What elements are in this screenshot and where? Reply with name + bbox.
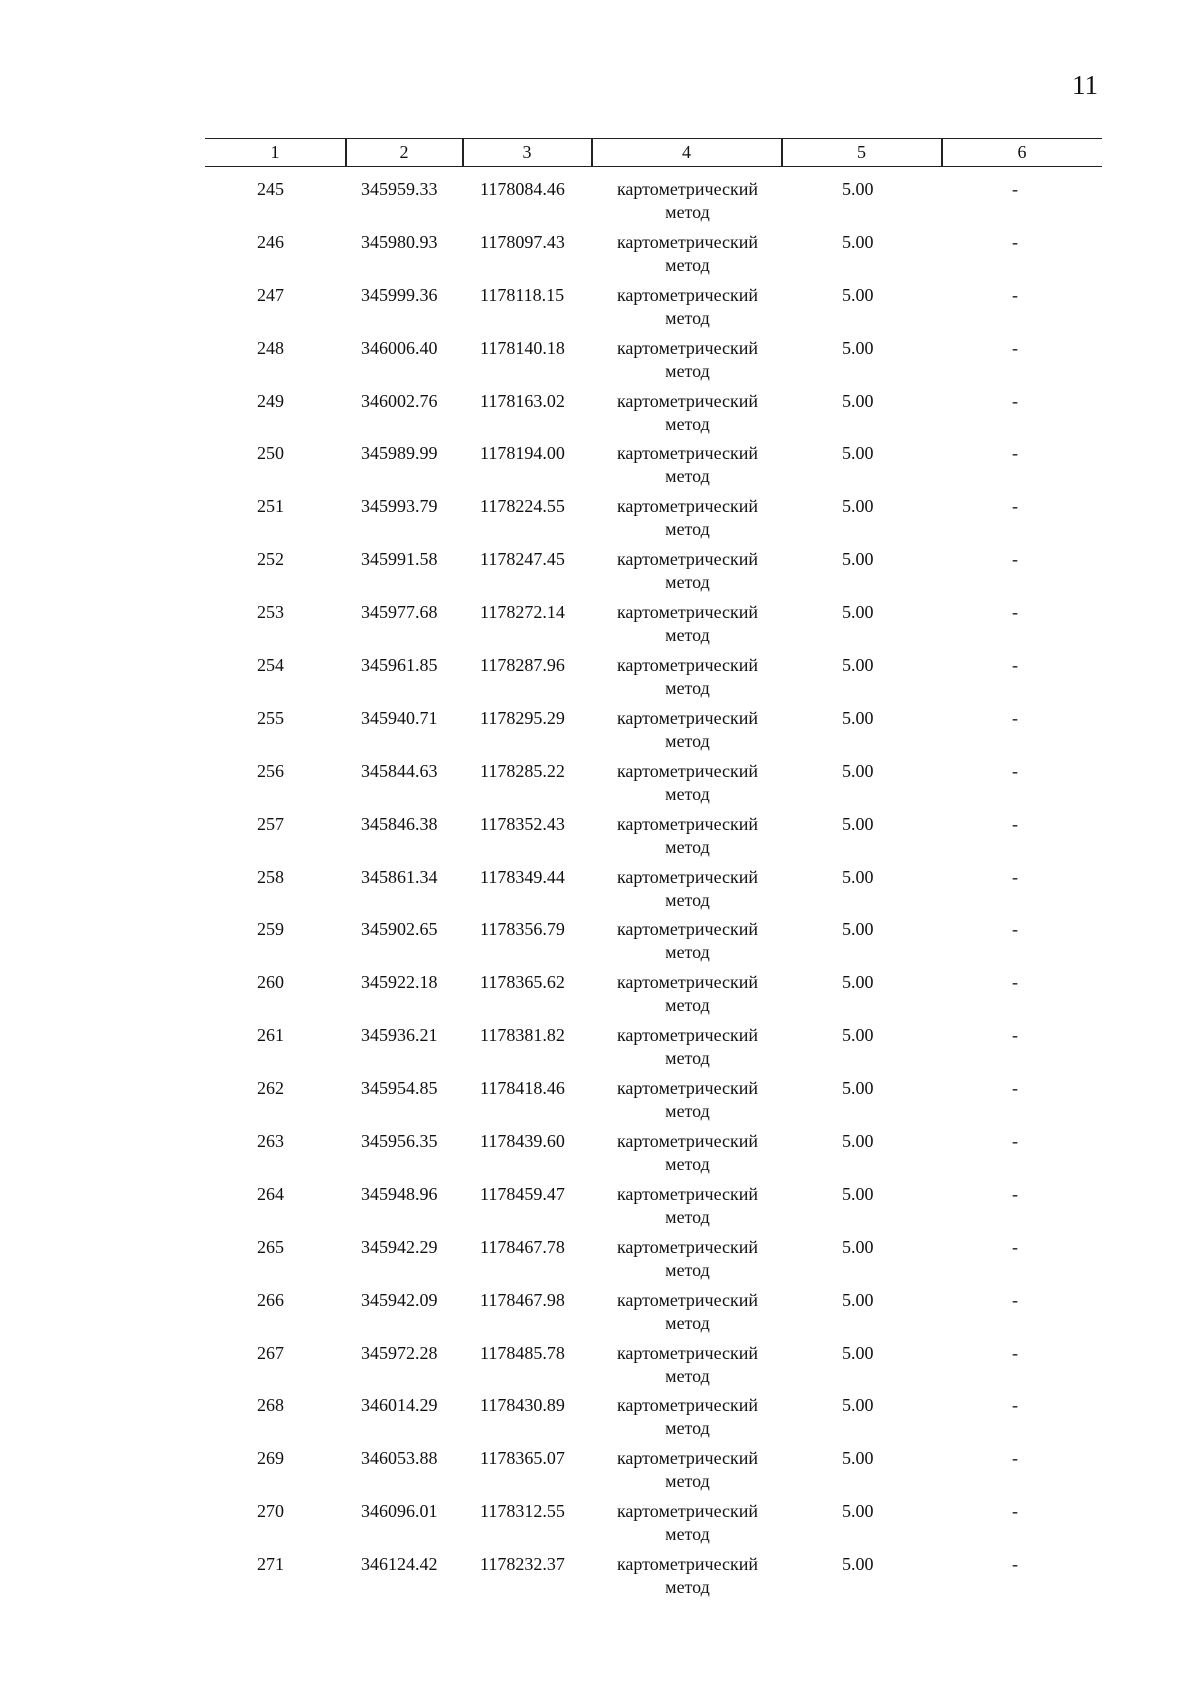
method-line-2: метод xyxy=(665,1048,710,1069)
table-row xyxy=(0,1338,1200,1391)
method-cell xyxy=(600,337,775,383)
method-cell xyxy=(600,1394,775,1440)
table-row xyxy=(0,1179,1200,1232)
method-cell xyxy=(600,178,775,224)
table-row xyxy=(0,650,1200,703)
note-value: - xyxy=(1012,760,1018,781)
table-row xyxy=(0,491,1200,544)
table-row xyxy=(0,1496,1200,1549)
point-number: 267 xyxy=(257,1342,284,1363)
header-col-1: 1 xyxy=(270,142,280,162)
table-row xyxy=(0,1443,1200,1496)
coordinate-y: 1178295.29 xyxy=(480,707,565,728)
note-value: - xyxy=(1012,549,1018,570)
coordinate-y: 1178232.37 xyxy=(480,1554,565,1575)
method-cell xyxy=(600,1289,775,1335)
method-line-2: метод xyxy=(665,519,710,540)
coordinate-y: 1178349.44 xyxy=(480,866,565,887)
method-cell xyxy=(600,813,775,859)
table-row xyxy=(0,1020,1200,1073)
method-line-1: картометрический xyxy=(616,390,759,411)
accuracy-value: 5.00 xyxy=(842,284,874,305)
method-line-1: картометрический xyxy=(616,337,759,358)
method-cell xyxy=(600,390,775,436)
header-col-4: 4 xyxy=(682,142,691,162)
note-value: - xyxy=(1012,813,1018,834)
note-value: - xyxy=(1012,919,1018,940)
coordinate-x: 345954.85 xyxy=(361,1078,438,1099)
coordinate-y: 1178381.82 xyxy=(480,1025,565,1046)
accuracy-value: 5.00 xyxy=(842,496,874,517)
method-cell xyxy=(600,1236,775,1282)
note-value: - xyxy=(1012,1289,1018,1310)
coordinate-y: 1178084.46 xyxy=(480,179,565,199)
accuracy-value: 5.00 xyxy=(842,1078,874,1099)
method-line-1: картометрический xyxy=(616,919,759,940)
coordinate-x: 345846.38 xyxy=(361,813,438,834)
note-value: - xyxy=(1012,337,1018,358)
method-cell xyxy=(600,1342,775,1388)
point-number: 248 xyxy=(257,337,284,358)
method-line-2: метод xyxy=(665,889,710,910)
note-value: - xyxy=(1012,1183,1018,1204)
coordinate-x: 345972.28 xyxy=(361,1342,438,1363)
table-row xyxy=(0,1126,1200,1179)
coordinate-y: 1178418.46 xyxy=(480,1078,565,1099)
accuracy-value: 5.00 xyxy=(842,655,874,676)
accuracy-value: 5.00 xyxy=(842,1289,874,1310)
header-col-2: 2 xyxy=(399,142,409,162)
point-number: 269 xyxy=(257,1448,284,1469)
method-line-1: картометрический xyxy=(616,1236,759,1257)
method-line-2: метод xyxy=(665,1471,710,1492)
coordinate-x: 345844.63 xyxy=(361,760,438,781)
method-line-1: картометрический xyxy=(616,284,759,305)
method-line-2: метод xyxy=(665,730,710,751)
accuracy-value: 5.00 xyxy=(842,1342,874,1363)
coordinate-x: 345948.96 xyxy=(361,1183,438,1204)
accuracy-value: 5.00 xyxy=(842,1554,874,1575)
point-number: 265 xyxy=(257,1236,284,1257)
point-number: 253 xyxy=(257,602,284,623)
method-line-2: метод xyxy=(665,1524,710,1545)
coordinate-x: 345993.79 xyxy=(361,496,438,517)
method-line-2: метод xyxy=(665,202,710,222)
method-cell xyxy=(600,231,775,277)
table-row xyxy=(0,438,1200,491)
method-line-2: метод xyxy=(665,572,710,593)
coordinate-y: 1178467.98 xyxy=(480,1289,565,1310)
coordinate-y: 1178247.45 xyxy=(480,549,565,570)
accuracy-value: 5.00 xyxy=(842,866,874,887)
accuracy-value: 5.00 xyxy=(842,813,874,834)
point-number: 252 xyxy=(257,549,284,570)
table-row xyxy=(0,967,1200,1020)
table-row xyxy=(0,1232,1200,1285)
note-value: - xyxy=(1012,1395,1018,1416)
coordinate-y: 1178118.15 xyxy=(480,284,565,305)
coordinate-x: 346014.29 xyxy=(361,1395,438,1416)
coordinate-y: 1178467.78 xyxy=(480,1236,565,1257)
note-value: - xyxy=(1012,1448,1018,1469)
method-line-1: картометрический xyxy=(616,1448,759,1469)
header-col-3: 3 xyxy=(522,142,532,162)
method-line-2: метод xyxy=(665,783,710,804)
method-line-2: метод xyxy=(665,1259,710,1280)
method-cell xyxy=(600,707,775,753)
accuracy-value: 5.00 xyxy=(842,1501,874,1522)
method-line-1: картометрический xyxy=(616,1289,759,1310)
point-number: 254 xyxy=(257,655,284,676)
point-number: 271 xyxy=(257,1554,284,1575)
note-value: - xyxy=(1012,707,1018,728)
coordinate-x: 345977.68 xyxy=(361,602,438,623)
note-value: - xyxy=(1012,1236,1018,1257)
method-line-2: метод xyxy=(665,307,710,328)
method-cell xyxy=(600,1077,775,1123)
point-number: 257 xyxy=(257,813,284,834)
method-line-1: картометрический xyxy=(616,972,759,993)
accuracy-value: 5.00 xyxy=(842,760,874,781)
coordinate-x: 345922.18 xyxy=(361,972,438,993)
note-value: - xyxy=(1012,179,1018,199)
point-number: 260 xyxy=(257,972,284,993)
note-value: - xyxy=(1012,1554,1018,1575)
accuracy-value: 5.00 xyxy=(842,390,874,411)
method-line-1: картометрический xyxy=(616,1501,759,1522)
method-line-2: метод xyxy=(665,678,710,699)
coordinate-y: 1178224.55 xyxy=(480,496,565,517)
table-header xyxy=(205,138,1102,167)
coordinate-y: 1178140.18 xyxy=(480,337,565,358)
point-number: 251 xyxy=(257,496,284,517)
method-line-2: метод xyxy=(665,1577,710,1598)
method-line-2: метод xyxy=(665,1206,710,1227)
note-value: - xyxy=(1012,443,1018,464)
method-line-2: метод xyxy=(665,1418,710,1439)
method-cell xyxy=(600,1130,775,1176)
method-line-2: метод xyxy=(665,360,710,381)
method-line-1: картометрический xyxy=(616,1342,759,1363)
method-cell xyxy=(600,654,775,700)
method-line-1: картометрический xyxy=(616,1554,759,1575)
method-cell xyxy=(600,284,775,330)
method-line-1: картометрический xyxy=(616,549,759,570)
note-value: - xyxy=(1012,655,1018,676)
coordinate-y: 1178430.89 xyxy=(480,1395,565,1416)
method-line-1: картометрический xyxy=(616,760,759,781)
table-row xyxy=(0,1073,1200,1126)
method-cell xyxy=(600,601,775,647)
note-value: - xyxy=(1012,390,1018,411)
accuracy-value: 5.00 xyxy=(842,707,874,728)
note-value: - xyxy=(1012,602,1018,623)
method-cell xyxy=(600,442,775,488)
accuracy-value: 5.00 xyxy=(842,602,874,623)
method-line-1: картометрический xyxy=(616,443,759,464)
method-line-2: метод xyxy=(665,254,710,275)
coordinate-x: 346006.40 xyxy=(361,337,438,358)
point-number: 266 xyxy=(257,1289,284,1310)
method-line-1: картометрический xyxy=(616,496,759,517)
method-line-1: картометрический xyxy=(616,655,759,676)
table-row xyxy=(0,174,1200,227)
table-row xyxy=(0,1285,1200,1338)
method-line-2: метод xyxy=(665,466,710,487)
method-cell xyxy=(600,1447,775,1493)
method-line-1: картометрический xyxy=(616,813,759,834)
point-number: 263 xyxy=(257,1131,284,1152)
coordinate-x: 345989.99 xyxy=(361,443,438,464)
coordinate-x: 345999.36 xyxy=(361,284,438,305)
method-line-2: метод xyxy=(665,942,710,963)
accuracy-value: 5.00 xyxy=(842,972,874,993)
method-cell xyxy=(600,760,775,806)
note-value: - xyxy=(1012,972,1018,993)
coordinate-y: 1178365.62 xyxy=(480,972,565,993)
point-number: 245 xyxy=(257,179,284,199)
coordinate-y: 1178365.07 xyxy=(480,1448,565,1469)
method-line-2: метод xyxy=(665,995,710,1016)
accuracy-value: 5.00 xyxy=(842,1025,874,1046)
method-line-1: картометрический xyxy=(616,179,759,199)
accuracy-value: 5.00 xyxy=(842,231,874,252)
table-row xyxy=(0,756,1200,809)
coordinate-x: 345940.71 xyxy=(361,707,438,728)
table-row xyxy=(0,333,1200,386)
method-line-1: картометрический xyxy=(616,1131,759,1152)
coordinate-y: 1178285.22 xyxy=(480,760,565,781)
point-number: 261 xyxy=(257,1025,284,1046)
point-number: 256 xyxy=(257,760,284,781)
table-row xyxy=(0,227,1200,280)
method-cell xyxy=(600,1500,775,1546)
table-row xyxy=(0,386,1200,439)
accuracy-value: 5.00 xyxy=(842,1131,874,1152)
coordinate-y: 1178485.78 xyxy=(480,1342,565,1363)
method-cell xyxy=(600,495,775,541)
method-line-1: картометрический xyxy=(616,1078,759,1099)
note-value: - xyxy=(1012,1078,1018,1099)
method-cell xyxy=(600,1553,775,1599)
coordinate-y: 1178287.96 xyxy=(480,655,565,676)
method-cell xyxy=(600,971,775,1017)
page-number: 11 xyxy=(1072,70,1098,100)
table-row xyxy=(0,809,1200,862)
method-cell xyxy=(600,1024,775,1070)
accuracy-value: 5.00 xyxy=(842,1448,874,1469)
point-number: 249 xyxy=(257,390,284,411)
point-number: 264 xyxy=(257,1183,284,1204)
coordinate-x: 346053.88 xyxy=(361,1448,438,1469)
method-cell xyxy=(600,866,775,912)
table-row xyxy=(0,703,1200,756)
accuracy-value: 5.00 xyxy=(842,1395,874,1416)
table-row xyxy=(0,862,1200,915)
point-number: 246 xyxy=(257,231,284,252)
method-line-1: картометрический xyxy=(616,602,759,623)
method-line-2: метод xyxy=(665,1312,710,1333)
accuracy-value: 5.00 xyxy=(842,179,874,199)
header-col-6: 6 xyxy=(1017,142,1027,162)
point-number: 255 xyxy=(257,707,284,728)
table-row xyxy=(0,1549,1200,1602)
point-number: 270 xyxy=(257,1501,284,1522)
method-line-2: метод xyxy=(665,1154,710,1175)
accuracy-value: 5.00 xyxy=(842,919,874,940)
table-body xyxy=(0,174,1200,1602)
coordinate-x: 345980.93 xyxy=(361,231,438,252)
coordinate-x: 345956.35 xyxy=(361,1131,438,1152)
method-cell xyxy=(600,1183,775,1229)
note-value: - xyxy=(1012,1025,1018,1046)
point-number: 250 xyxy=(257,443,284,464)
table-row xyxy=(0,597,1200,650)
coordinate-x: 345936.21 xyxy=(361,1025,438,1046)
method-line-1: картометрический xyxy=(616,1183,759,1204)
point-number: 247 xyxy=(257,284,284,305)
method-line-1: картометрический xyxy=(616,231,759,252)
coordinate-x: 345961.85 xyxy=(361,655,438,676)
point-number: 259 xyxy=(257,919,284,940)
coordinate-x: 346002.76 xyxy=(361,390,438,411)
table-row xyxy=(0,1390,1200,1443)
coordinate-y: 1178097.43 xyxy=(480,231,565,252)
note-value: - xyxy=(1012,231,1018,252)
coordinate-y: 1178312.55 xyxy=(480,1501,565,1522)
method-line-2: метод xyxy=(665,625,710,646)
coordinate-y: 1178356.79 xyxy=(480,919,565,940)
coordinate-x: 345861.34 xyxy=(361,866,438,887)
note-value: - xyxy=(1012,284,1018,305)
accuracy-value: 5.00 xyxy=(842,337,874,358)
table-row xyxy=(0,280,1200,333)
coordinate-x: 346124.42 xyxy=(361,1554,438,1575)
coordinate-x: 345902.65 xyxy=(361,919,438,940)
table-row xyxy=(0,914,1200,967)
method-cell xyxy=(600,918,775,964)
coordinate-x: 345942.29 xyxy=(361,1236,438,1257)
accuracy-value: 5.00 xyxy=(842,1236,874,1257)
method-line-2: метод xyxy=(665,1101,710,1122)
accuracy-value: 5.00 xyxy=(842,549,874,570)
note-value: - xyxy=(1012,1131,1018,1152)
coordinate-y: 1178163.02 xyxy=(480,390,565,411)
coordinate-y: 1178272.14 xyxy=(480,602,565,623)
coordinate-y: 1178459.47 xyxy=(480,1183,565,1204)
coordinate-y: 1178439.60 xyxy=(480,1131,565,1152)
note-value: - xyxy=(1012,496,1018,517)
method-line-1: картометрический xyxy=(616,1025,759,1046)
header-col-5: 5 xyxy=(857,142,866,162)
coordinate-x: 345959.33 xyxy=(361,179,438,199)
coordinate-x: 346096.01 xyxy=(361,1501,438,1522)
coordinate-x: 345991.58 xyxy=(361,549,438,570)
note-value: - xyxy=(1012,866,1018,887)
table-row xyxy=(0,544,1200,597)
method-line-2: метод xyxy=(665,1365,710,1386)
point-number: 258 xyxy=(257,866,284,887)
method-line-2: метод xyxy=(665,836,710,857)
method-cell xyxy=(600,548,775,594)
method-line-1: картометрический xyxy=(616,707,759,728)
coordinate-x: 345942.09 xyxy=(361,1289,438,1310)
method-line-1: картометрический xyxy=(616,1395,759,1416)
note-value: - xyxy=(1012,1501,1018,1522)
note-value: - xyxy=(1012,1342,1018,1363)
coordinate-y: 1178352.43 xyxy=(480,813,565,834)
point-number: 262 xyxy=(257,1078,284,1099)
method-line-1: картометрический xyxy=(616,866,759,887)
accuracy-value: 5.00 xyxy=(842,1183,874,1204)
coordinate-y: 1178194.00 xyxy=(480,443,565,464)
point-number: 268 xyxy=(257,1395,284,1416)
method-line-2: метод xyxy=(665,413,710,434)
accuracy-value: 5.00 xyxy=(842,443,874,464)
